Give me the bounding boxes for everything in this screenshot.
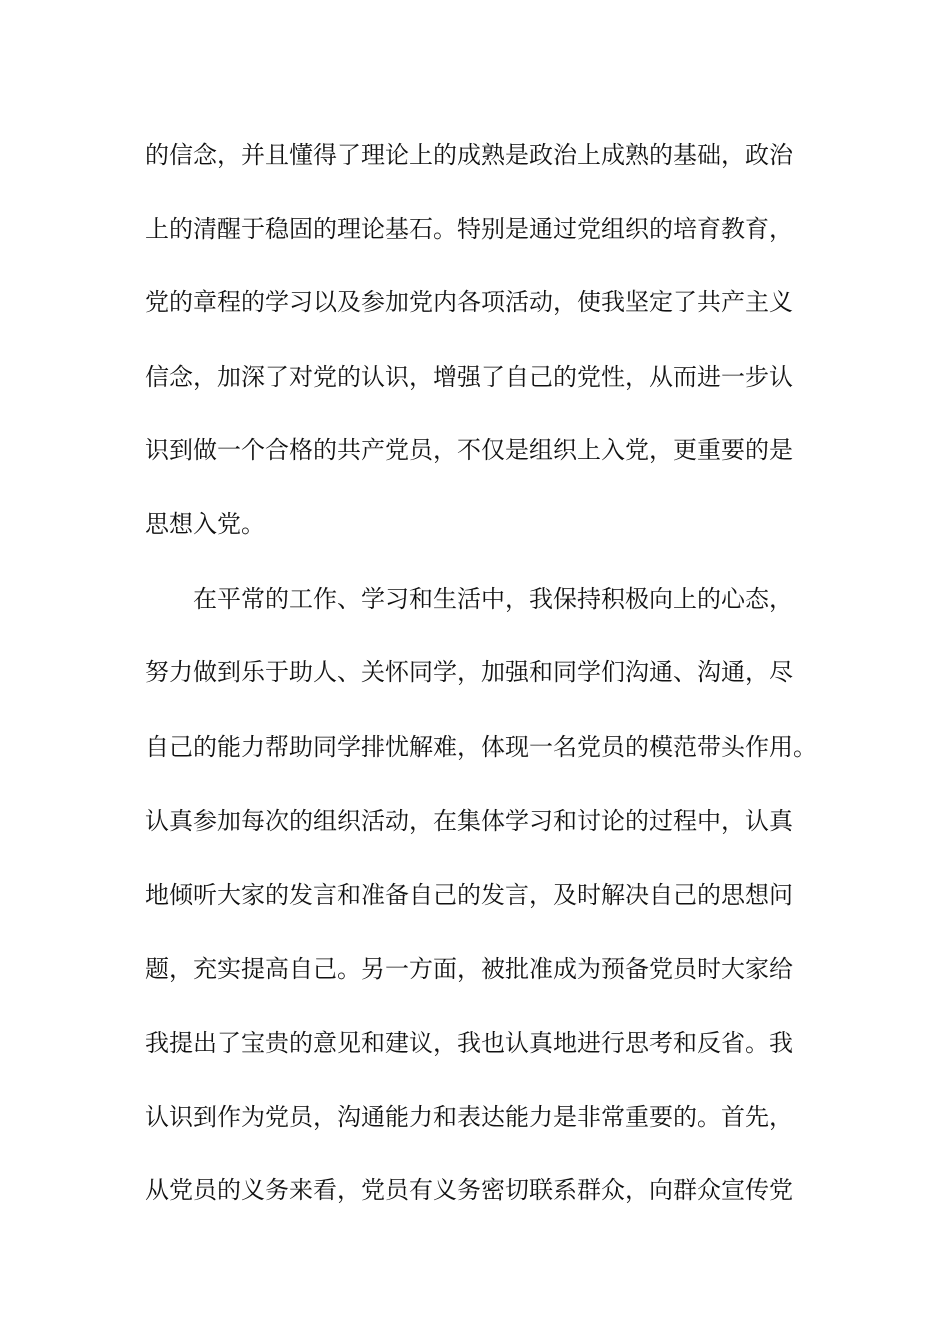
paragraph-2-line-3: 自己的能力帮助同学排忧解难，体现一名党员的模范带头作用。: [145, 733, 817, 761]
paragraph-2-line-2: 努力做到乐于助人、关怀同学，加强和同学们沟通、沟通，尽: [145, 658, 793, 686]
paragraph-1-line-4: 信念，加深了对党的认识，增强了自己的党性，从而进一步认: [145, 363, 793, 391]
paragraph-2-line-7: 我提出了宝贵的意见和建议，我也认真地进行思考和反省。我: [145, 1029, 793, 1057]
paragraph-2-line-9: 从党员的义务来看，党员有义务密切联系群众，向群众宣传党: [145, 1176, 793, 1204]
paragraph-2-line-1: 在平常的工作、学习和生活中，我保持积极向上的心态，: [193, 585, 793, 613]
paragraph-1-line-2: 上的清醒于稳固的理论基石。特别是通过党组织的培育教育，: [145, 215, 793, 243]
paragraph-2-line-6: 题，充实提高自己。另一方面，被批准成为预备党员时大家给: [145, 955, 793, 983]
paragraph-2-line-4: 认真参加每次的组织活动，在集体学习和讨论的过程中，认真: [145, 807, 793, 835]
paragraph-1-line-6: 思想入党。: [145, 510, 265, 538]
paragraph-2-line-8: 认识到作为党员，沟通能力和表达能力是非常重要的。首先，: [145, 1103, 793, 1131]
paragraph-1-line-3: 党的章程的学习以及参加党内各项活动，使我坚定了共产主义: [145, 288, 793, 316]
paragraph-2-line-5: 地倾听大家的发言和准备自己的发言，及时解决自己的思想问: [145, 881, 793, 909]
paragraph-1-line-1: 的信念，并且懂得了理论上的成熟是政治上成熟的基础，政治: [145, 141, 793, 169]
paragraph-1-line-5: 识到做一个合格的共产党员，不仅是组织上入党，更重要的是: [145, 436, 793, 464]
